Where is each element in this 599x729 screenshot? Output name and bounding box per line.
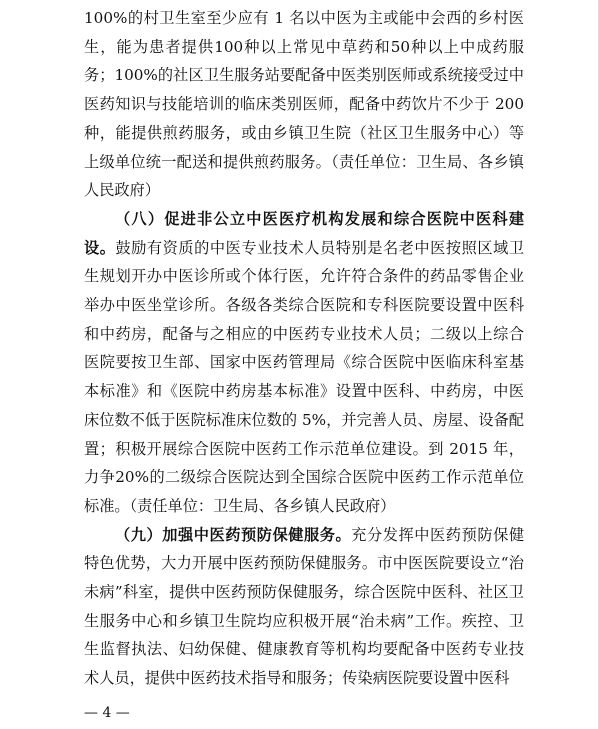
paragraph-text: 鼓励有资质的中医专业技术人员特别是名老中医按照区域卫生规划开办中医诊所或个体行医，允许符合条件的药品零售企业举办中医坐堂诊所。各级各类综合医院和专科医院要设置中医科和中药房，配备与之相应的中医药专业技术人员；二级以上综合医院要按卫生部、国家中医药管理局《综合医院中医临床科室基本标准》和《医院中药房基本标准》设置中医科、中药房，中医床位数不低于医院标准床位数的 5%，并完善人员、房屋、设备配置；积极开展综合医院中医药工作示范单位建设。到 2015 年，力争20%的二级综合医院达到全国综合医院中医药工作示范单位标准。（责任单位：卫生局、各乡镇人民政府） (84, 238, 525, 515)
page-number: — 4 — (84, 705, 130, 721)
paragraph-text: 100%的村卫生室至少应有 1 名以中医为主或能中会西的乡村医生，能为患者提供100种以上常见中草药和50种以上中成药服务；100%的社区卫生服务站要配备中医类别医师或系统接受过中医药知识与技能培训的临床类别医师，配备中药饮片不少于 200 种，能提供煎药服务，或由乡镇卫生院（社区卫生服务中心）等上级单位统一配送和提供煎药服务。（责任单位：卫生局、各乡镇人民政府） (84, 9, 524, 200)
section-heading-8: （八）促进非公立中医医疗机构发展和综合医院中医科建设。 (84, 209, 524, 257)
paragraph-village-clinics (84, 4, 524, 205)
paragraph-text: 充分发挥中医药预防保健特色优势，大力开展中医药预防保健服务。市中医医院要设立“治未病”科室，提供中医药预防保健服务，综合医院中医科、社区卫生服务中心和乡镇卫生院均应积极开展“治未病”工作。疾控、卫生监督执法、妇幼保健、健康教育等机构均要配备中医药专业技术人员，提供中医药技术指导和服务；传染病医院要设置中医科 (84, 525, 525, 688)
paragraph-section-9 (84, 521, 524, 693)
paragraph-section-8 (84, 205, 524, 521)
document-body (84, 4, 524, 693)
section-heading-9: （九）加强中医药预防保健服务。 (115, 525, 352, 544)
